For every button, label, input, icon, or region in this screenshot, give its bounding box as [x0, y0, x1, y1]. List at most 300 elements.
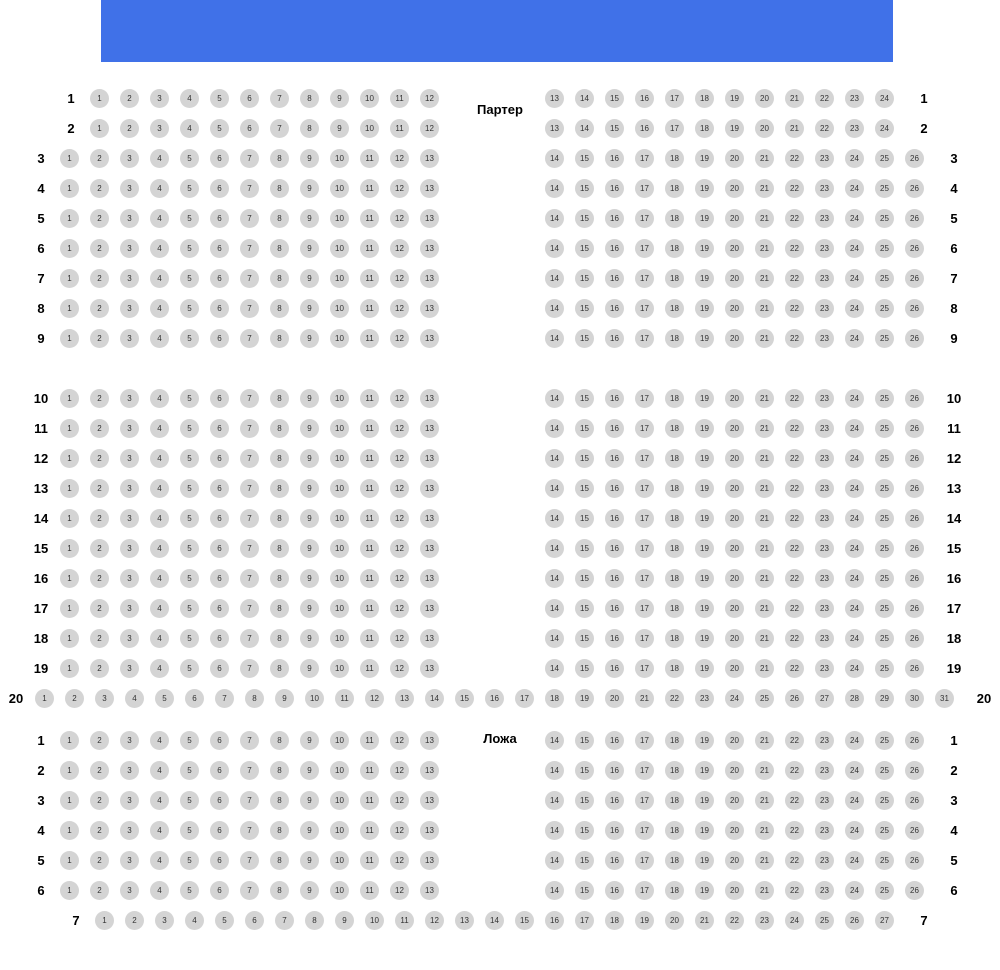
seat[interactable]: 24 — [845, 419, 864, 438]
seat[interactable]: 14 — [545, 299, 564, 318]
seat[interactable]: 13 — [420, 731, 439, 750]
seat[interactable]: 7 — [215, 689, 234, 708]
seat[interactable]: 11 — [390, 119, 409, 138]
seat[interactable]: 14 — [545, 731, 564, 750]
seat[interactable]: 22 — [785, 299, 804, 318]
seat[interactable]: 8 — [270, 419, 289, 438]
seat[interactable]: 7 — [240, 599, 259, 618]
seat[interactable]: 21 — [755, 881, 774, 900]
seat[interactable]: 21 — [755, 269, 774, 288]
seat[interactable]: 4 — [150, 659, 169, 678]
seat[interactable]: 19 — [695, 479, 714, 498]
seat[interactable]: 24 — [845, 389, 864, 408]
seat[interactable]: 5 — [180, 791, 199, 810]
seat[interactable]: 15 — [575, 269, 594, 288]
seat[interactable]: 14 — [425, 689, 444, 708]
seat[interactable]: 17 — [635, 329, 654, 348]
seat[interactable]: 16 — [605, 479, 624, 498]
seat[interactable]: 16 — [605, 629, 624, 648]
seat[interactable]: 2 — [90, 449, 109, 468]
seat[interactable]: 2 — [90, 539, 109, 558]
seat[interactable]: 8 — [270, 761, 289, 780]
seat[interactable]: 18 — [665, 389, 684, 408]
seat[interactable]: 8 — [270, 509, 289, 528]
seat[interactable]: 16 — [635, 89, 654, 108]
seat[interactable]: 13 — [420, 569, 439, 588]
seat[interactable]: 1 — [60, 239, 79, 258]
seat[interactable]: 7 — [270, 119, 289, 138]
seat[interactable]: 18 — [665, 509, 684, 528]
seat[interactable]: 22 — [785, 791, 804, 810]
seat[interactable]: 18 — [665, 791, 684, 810]
seat[interactable]: 10 — [330, 479, 349, 498]
seat[interactable]: 9 — [300, 419, 319, 438]
seat[interactable]: 3 — [120, 731, 139, 750]
seat[interactable]: 20 — [665, 911, 684, 930]
seat[interactable]: 25 — [755, 689, 774, 708]
seat[interactable]: 8 — [300, 89, 319, 108]
seat[interactable]: 18 — [665, 299, 684, 318]
seat[interactable]: 10 — [330, 629, 349, 648]
seat[interactable]: 10 — [330, 509, 349, 528]
seat[interactable]: 6 — [210, 179, 229, 198]
seat[interactable]: 2 — [90, 239, 109, 258]
seat[interactable]: 12 — [390, 269, 409, 288]
seat[interactable]: 25 — [875, 479, 894, 498]
seat[interactable]: 13 — [420, 629, 439, 648]
seat[interactable]: 16 — [605, 569, 624, 588]
seat[interactable]: 3 — [120, 599, 139, 618]
seat[interactable]: 8 — [270, 821, 289, 840]
seat[interactable]: 17 — [635, 299, 654, 318]
seat[interactable]: 23 — [815, 149, 834, 168]
seat[interactable]: 9 — [300, 881, 319, 900]
seat[interactable]: 6 — [210, 239, 229, 258]
seat[interactable]: 17 — [635, 449, 654, 468]
seat[interactable]: 9 — [335, 911, 354, 930]
seat[interactable]: 15 — [575, 419, 594, 438]
seat[interactable]: 10 — [360, 89, 379, 108]
seat[interactable]: 24 — [845, 449, 864, 468]
seat[interactable]: 22 — [785, 269, 804, 288]
seat[interactable]: 17 — [635, 509, 654, 528]
seat[interactable]: 5 — [180, 539, 199, 558]
seat[interactable]: 25 — [875, 629, 894, 648]
seat[interactable]: 9 — [300, 731, 319, 750]
seat[interactable]: 15 — [575, 659, 594, 678]
seat[interactable]: 4 — [150, 851, 169, 870]
seat[interactable]: 17 — [635, 791, 654, 810]
seat[interactable]: 25 — [875, 539, 894, 558]
seat[interactable]: 17 — [635, 209, 654, 228]
seat[interactable]: 14 — [545, 659, 564, 678]
seat[interactable]: 2 — [90, 881, 109, 900]
seat[interactable]: 24 — [845, 149, 864, 168]
seat[interactable]: 2 — [90, 791, 109, 810]
seat[interactable]: 13 — [420, 449, 439, 468]
seat[interactable]: 9 — [300, 659, 319, 678]
seat[interactable]: 12 — [390, 761, 409, 780]
seat[interactable]: 21 — [755, 539, 774, 558]
seat[interactable]: 12 — [390, 539, 409, 558]
seat[interactable]: 19 — [695, 179, 714, 198]
seat[interactable]: 16 — [605, 539, 624, 558]
seat[interactable]: 17 — [635, 569, 654, 588]
seat[interactable]: 23 — [815, 269, 834, 288]
seat[interactable]: 8 — [270, 881, 289, 900]
seat[interactable]: 17 — [635, 881, 654, 900]
seat[interactable]: 17 — [635, 389, 654, 408]
seat[interactable]: 20 — [725, 851, 744, 870]
seat[interactable]: 18 — [665, 449, 684, 468]
seat[interactable]: 8 — [270, 389, 289, 408]
seat[interactable]: 14 — [575, 119, 594, 138]
seat[interactable]: 21 — [785, 119, 804, 138]
seat[interactable]: 1 — [60, 629, 79, 648]
seat[interactable]: 13 — [420, 539, 439, 558]
seat[interactable]: 15 — [575, 599, 594, 618]
seat[interactable]: 22 — [785, 419, 804, 438]
seat[interactable]: 23 — [845, 89, 864, 108]
seat[interactable]: 18 — [665, 659, 684, 678]
seat[interactable]: 3 — [120, 881, 139, 900]
seat[interactable]: 1 — [60, 329, 79, 348]
seat[interactable]: 10 — [365, 911, 384, 930]
seat[interactable]: 16 — [605, 389, 624, 408]
seat[interactable]: 15 — [575, 149, 594, 168]
seat[interactable]: 13 — [420, 881, 439, 900]
seat[interactable]: 21 — [755, 149, 774, 168]
seat[interactable]: 5 — [215, 911, 234, 930]
seat[interactable]: 23 — [815, 659, 834, 678]
seat[interactable]: 10 — [330, 299, 349, 318]
seat[interactable]: 15 — [575, 239, 594, 258]
seat[interactable]: 16 — [605, 791, 624, 810]
seat[interactable]: 13 — [420, 821, 439, 840]
seat[interactable]: 5 — [155, 689, 174, 708]
seat[interactable]: 2 — [90, 479, 109, 498]
seat[interactable]: 14 — [545, 239, 564, 258]
seat[interactable]: 25 — [875, 299, 894, 318]
seat[interactable]: 4 — [150, 389, 169, 408]
seat[interactable]: 17 — [635, 659, 654, 678]
seat[interactable]: 21 — [755, 179, 774, 198]
seat[interactable]: 4 — [150, 419, 169, 438]
seat[interactable]: 10 — [330, 149, 349, 168]
seat[interactable]: 4 — [150, 761, 169, 780]
seat[interactable]: 5 — [180, 761, 199, 780]
seat[interactable]: 10 — [305, 689, 324, 708]
seat[interactable]: 14 — [545, 791, 564, 810]
seat[interactable]: 26 — [905, 239, 924, 258]
seat[interactable]: 12 — [390, 209, 409, 228]
seat[interactable]: 15 — [575, 881, 594, 900]
seat[interactable]: 13 — [455, 911, 474, 930]
seat[interactable]: 1 — [60, 179, 79, 198]
seat[interactable]: 10 — [330, 731, 349, 750]
seat[interactable]: 7 — [240, 299, 259, 318]
seat[interactable]: 11 — [360, 629, 379, 648]
seat[interactable]: 1 — [60, 419, 79, 438]
seat[interactable]: 11 — [360, 509, 379, 528]
seat[interactable]: 12 — [390, 599, 409, 618]
seat[interactable]: 4 — [150, 269, 169, 288]
seat[interactable]: 14 — [545, 629, 564, 648]
seat[interactable]: 24 — [845, 209, 864, 228]
seat[interactable]: 5 — [180, 479, 199, 498]
seat[interactable]: 24 — [845, 821, 864, 840]
seat[interactable]: 4 — [185, 911, 204, 930]
seat[interactable]: 21 — [785, 89, 804, 108]
seat[interactable]: 6 — [210, 659, 229, 678]
seat[interactable]: 13 — [545, 119, 564, 138]
seat[interactable]: 2 — [90, 269, 109, 288]
seat[interactable]: 16 — [545, 911, 564, 930]
seat[interactable]: 11 — [360, 761, 379, 780]
seat[interactable]: 19 — [695, 821, 714, 840]
seat[interactable]: 25 — [875, 449, 894, 468]
seat[interactable]: 19 — [695, 659, 714, 678]
seat[interactable]: 13 — [420, 659, 439, 678]
seat[interactable]: 20 — [725, 209, 744, 228]
seat[interactable]: 5 — [180, 329, 199, 348]
seat[interactable]: 1 — [90, 119, 109, 138]
seat[interactable]: 12 — [390, 659, 409, 678]
seat[interactable]: 5 — [210, 89, 229, 108]
seat[interactable]: 5 — [180, 209, 199, 228]
seat[interactable]: 2 — [90, 761, 109, 780]
seat[interactable]: 25 — [875, 569, 894, 588]
seat[interactable]: 20 — [725, 389, 744, 408]
seat[interactable]: 10 — [330, 329, 349, 348]
seat[interactable]: 12 — [390, 329, 409, 348]
seat[interactable]: 9 — [300, 389, 319, 408]
seat[interactable]: 6 — [210, 599, 229, 618]
seat[interactable]: 19 — [725, 89, 744, 108]
seat[interactable]: 26 — [905, 881, 924, 900]
seat[interactable]: 11 — [360, 419, 379, 438]
seat[interactable]: 10 — [330, 569, 349, 588]
seat[interactable]: 20 — [725, 179, 744, 198]
seat[interactable]: 8 — [305, 911, 324, 930]
seat[interactable]: 22 — [785, 629, 804, 648]
seat[interactable]: 16 — [605, 179, 624, 198]
seat[interactable]: 8 — [270, 731, 289, 750]
seat[interactable]: 18 — [665, 569, 684, 588]
seat[interactable]: 19 — [695, 539, 714, 558]
seat[interactable]: 7 — [240, 419, 259, 438]
seat[interactable]: 5 — [180, 419, 199, 438]
seat[interactable]: 17 — [635, 761, 654, 780]
seat[interactable]: 13 — [420, 149, 439, 168]
seat[interactable]: 4 — [150, 791, 169, 810]
seat[interactable]: 19 — [695, 881, 714, 900]
seat[interactable]: 21 — [755, 761, 774, 780]
seat[interactable]: 21 — [755, 389, 774, 408]
seat[interactable]: 10 — [330, 179, 349, 198]
seat[interactable]: 3 — [120, 179, 139, 198]
seat[interactable]: 24 — [875, 119, 894, 138]
seat[interactable]: 11 — [360, 389, 379, 408]
seat[interactable]: 8 — [270, 851, 289, 870]
seat[interactable]: 15 — [575, 821, 594, 840]
seat[interactable]: 22 — [785, 179, 804, 198]
seat[interactable]: 7 — [240, 509, 259, 528]
seat[interactable]: 3 — [120, 479, 139, 498]
seat[interactable]: 31 — [935, 689, 954, 708]
seat[interactable]: 6 — [210, 299, 229, 318]
seat[interactable]: 21 — [755, 419, 774, 438]
seat[interactable]: 15 — [575, 179, 594, 198]
seat[interactable]: 1 — [60, 731, 79, 750]
seat[interactable]: 2 — [90, 821, 109, 840]
seat[interactable]: 13 — [420, 209, 439, 228]
seat[interactable]: 2 — [90, 329, 109, 348]
seat[interactable]: 7 — [240, 479, 259, 498]
seat[interactable]: 21 — [755, 791, 774, 810]
seat[interactable]: 13 — [545, 89, 564, 108]
seat[interactable]: 6 — [210, 449, 229, 468]
seat[interactable]: 23 — [845, 119, 864, 138]
seat[interactable]: 15 — [575, 851, 594, 870]
seat[interactable]: 21 — [755, 851, 774, 870]
seat[interactable]: 3 — [120, 419, 139, 438]
seat[interactable]: 23 — [815, 239, 834, 258]
seat[interactable]: 23 — [815, 509, 834, 528]
seat[interactable]: 4 — [150, 821, 169, 840]
seat[interactable]: 3 — [120, 569, 139, 588]
seat[interactable]: 11 — [390, 89, 409, 108]
seat[interactable]: 13 — [420, 599, 439, 618]
seat[interactable]: 9 — [300, 329, 319, 348]
seat[interactable]: 23 — [815, 629, 834, 648]
seat[interactable]: 3 — [120, 449, 139, 468]
seat[interactable]: 20 — [725, 269, 744, 288]
seat[interactable]: 21 — [755, 629, 774, 648]
seat[interactable]: 19 — [695, 509, 714, 528]
seat[interactable]: 8 — [300, 119, 319, 138]
seat[interactable]: 9 — [330, 119, 349, 138]
seat[interactable]: 7 — [270, 89, 289, 108]
seat[interactable]: 15 — [575, 539, 594, 558]
seat[interactable]: 15 — [575, 731, 594, 750]
seat[interactable]: 17 — [635, 179, 654, 198]
seat[interactable]: 2 — [90, 299, 109, 318]
seat[interactable]: 24 — [845, 509, 864, 528]
seat[interactable]: 11 — [360, 851, 379, 870]
seat[interactable]: 20 — [725, 821, 744, 840]
seat[interactable]: 20 — [725, 419, 744, 438]
seat[interactable]: 23 — [815, 209, 834, 228]
seat[interactable]: 12 — [425, 911, 444, 930]
seat[interactable]: 19 — [695, 419, 714, 438]
seat[interactable]: 17 — [515, 689, 534, 708]
seat[interactable]: 2 — [90, 389, 109, 408]
seat[interactable]: 20 — [725, 329, 744, 348]
seat[interactable]: 18 — [665, 239, 684, 258]
seat[interactable]: 4 — [150, 209, 169, 228]
seat[interactable]: 11 — [395, 911, 414, 930]
seat[interactable]: 23 — [815, 851, 834, 870]
seat[interactable]: 3 — [120, 239, 139, 258]
seat[interactable]: 16 — [635, 119, 654, 138]
seat[interactable]: 5 — [180, 599, 199, 618]
seat[interactable]: 9 — [300, 269, 319, 288]
seat[interactable]: 6 — [210, 791, 229, 810]
seat[interactable]: 15 — [575, 509, 594, 528]
seat[interactable]: 20 — [725, 761, 744, 780]
seat[interactable]: 15 — [605, 89, 624, 108]
seat[interactable]: 26 — [905, 449, 924, 468]
seat[interactable]: 24 — [845, 479, 864, 498]
seat[interactable]: 4 — [150, 449, 169, 468]
seat[interactable]: 4 — [150, 881, 169, 900]
seat[interactable]: 20 — [755, 119, 774, 138]
seat[interactable]: 16 — [605, 269, 624, 288]
seat[interactable]: 14 — [545, 389, 564, 408]
seat[interactable]: 12 — [390, 509, 409, 528]
seat[interactable]: 20 — [725, 881, 744, 900]
seat[interactable]: 10 — [330, 599, 349, 618]
seat[interactable]: 26 — [905, 389, 924, 408]
seat[interactable]: 6 — [210, 881, 229, 900]
seat[interactable]: 6 — [245, 911, 264, 930]
seat[interactable]: 13 — [420, 791, 439, 810]
seat[interactable]: 4 — [150, 329, 169, 348]
seat[interactable]: 18 — [665, 179, 684, 198]
seat[interactable]: 15 — [515, 911, 534, 930]
seat[interactable]: 15 — [575, 761, 594, 780]
seat[interactable]: 26 — [845, 911, 864, 930]
seat[interactable]: 1 — [60, 389, 79, 408]
seat[interactable]: 3 — [120, 149, 139, 168]
seat[interactable]: 20 — [725, 149, 744, 168]
seat[interactable]: 22 — [785, 881, 804, 900]
seat[interactable]: 20 — [725, 449, 744, 468]
seat[interactable]: 7 — [240, 269, 259, 288]
seat[interactable]: 4 — [150, 629, 169, 648]
seat[interactable]: 2 — [90, 851, 109, 870]
seat[interactable]: 15 — [605, 119, 624, 138]
seat[interactable]: 14 — [575, 89, 594, 108]
seat[interactable]: 16 — [605, 881, 624, 900]
seat[interactable]: 18 — [665, 851, 684, 870]
seat[interactable]: 14 — [545, 761, 564, 780]
seat[interactable]: 16 — [605, 299, 624, 318]
seat[interactable]: 3 — [150, 119, 169, 138]
seat[interactable]: 3 — [150, 89, 169, 108]
seat[interactable]: 11 — [360, 881, 379, 900]
seat[interactable]: 19 — [695, 599, 714, 618]
seat[interactable]: 19 — [695, 851, 714, 870]
seat[interactable]: 24 — [845, 329, 864, 348]
seat[interactable]: 23 — [815, 569, 834, 588]
seat[interactable]: 15 — [455, 689, 474, 708]
seat[interactable]: 18 — [665, 629, 684, 648]
seat[interactable]: 7 — [240, 239, 259, 258]
seat[interactable]: 16 — [605, 209, 624, 228]
seat[interactable]: 25 — [875, 599, 894, 618]
seat[interactable]: 18 — [665, 761, 684, 780]
seat[interactable]: 21 — [755, 299, 774, 318]
seat[interactable]: 11 — [360, 821, 379, 840]
seat[interactable]: 7 — [240, 629, 259, 648]
seat[interactable]: 19 — [695, 389, 714, 408]
seat[interactable]: 22 — [785, 569, 804, 588]
seat[interactable]: 12 — [390, 881, 409, 900]
seat[interactable]: 13 — [420, 299, 439, 318]
seat[interactable]: 11 — [360, 179, 379, 198]
